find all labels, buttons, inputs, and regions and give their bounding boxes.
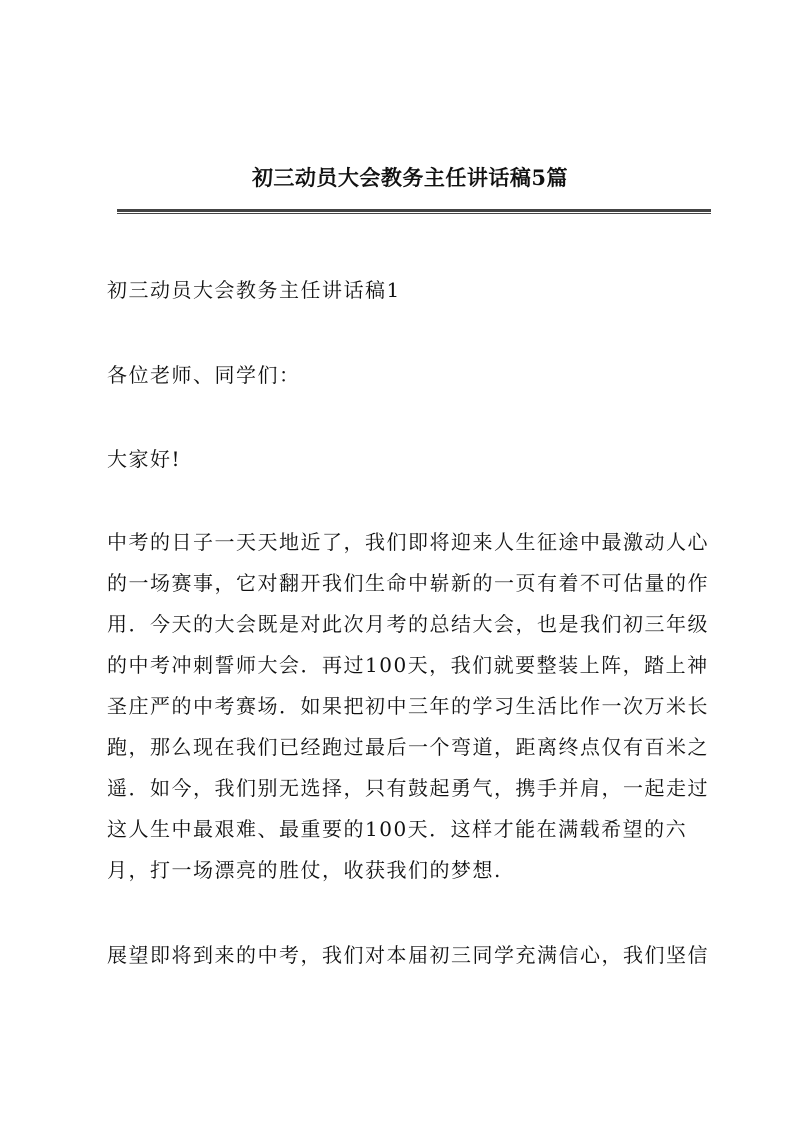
paragraph-line: 的一场赛事，它对翻开我们生命中崭新的一页有着不可估量的作 [107,571,709,595]
greeting: 大家好! [107,447,182,471]
paragraph-line: 中考的日子一天天地近了，我们即将迎来人生征途中最激动人心 [107,530,709,554]
paragraph-line: 用．今天的大会既是对此次月考的总结大会，也是我们初三年级 [107,612,709,636]
paragraph-line: 展望即将到来的中考，我们对本届初三同学充满信心，我们坚信 [107,943,709,967]
document-title: 初三动员大会教务主任讲话稿5篇 [251,165,569,190]
paragraph-line: 圣庄严的中考赛场．如果把初中三年的学习生活比作一次万米长 [107,694,709,718]
paragraph-line: 的中考冲刺誓师大会．再过100天，我们就要整装上阵，踏上神 [107,653,709,677]
paragraph-line: 这人生中最艰难、最重要的100天．这样才能在满载希望的六 [107,817,688,841]
paragraph-line: 月，打一场漂亮的胜仗，收获我们的梦想. [107,858,502,882]
section-heading: 初三动员大会教务主任讲话稿1 [107,278,401,302]
paragraph-line: 跑，那么现在我们已经跑过最后一个弯道，距离终点仅有百米之 [107,735,709,759]
salutation: 各位老师、同学们： [107,363,301,387]
title-divider [117,209,711,214]
paragraph-line: 遥．如今，我们别无选择，只有鼓起勇气，携手并肩，一起走过 [107,776,709,800]
